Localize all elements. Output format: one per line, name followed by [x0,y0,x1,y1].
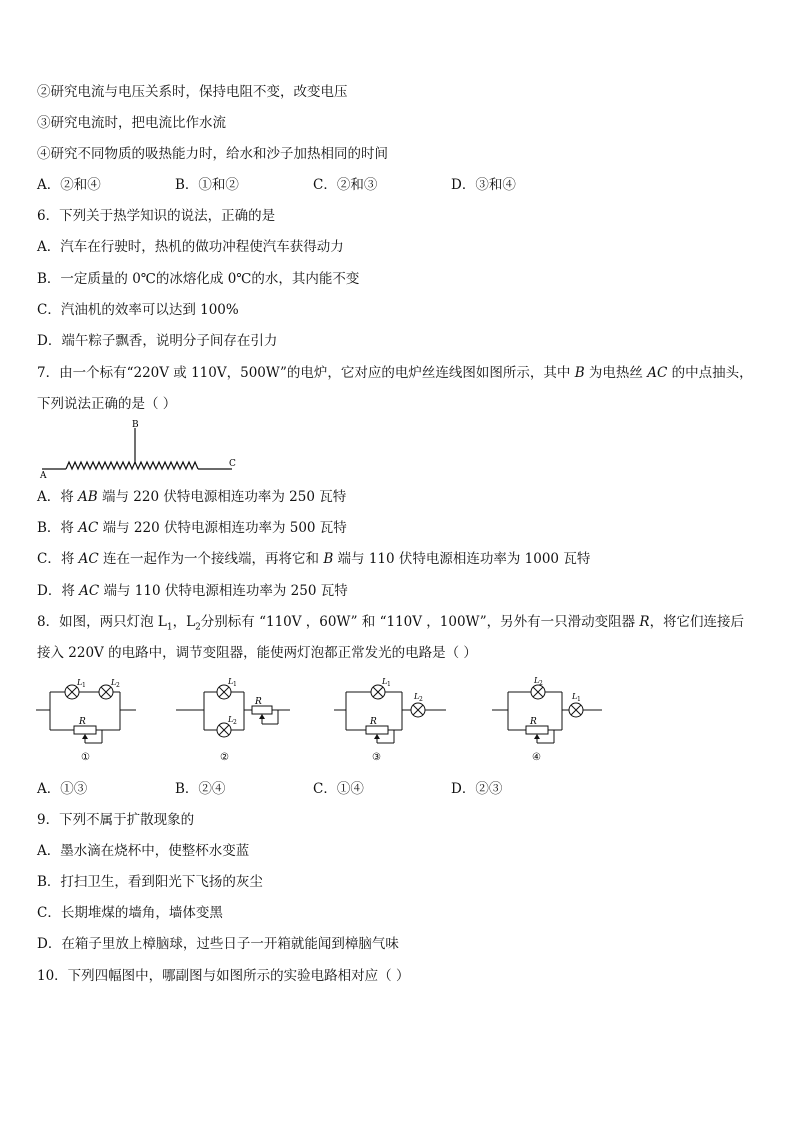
circuit-4-number: ④ [532,752,541,763]
q9-option-c: C．长期堆煤的墙角，墙体变黑 [37,905,223,921]
q5-option-c: C．②和③ [313,177,378,193]
q7-option-c-text: C．将 [37,551,79,567]
circuit-3-number: ③ [372,752,381,763]
q7-option-a [37,488,346,506]
q7-option-c-var: B [323,551,334,567]
q8-stem [37,613,744,637]
q8-stem-text: ，将它们连接后 [649,614,745,630]
q7-option-d [37,582,348,600]
q7-stem-var-ac: AC [647,365,668,381]
q6-option-d: D．端午粽子飘香，说明分子间存在引力 [37,333,278,349]
q7-option-b [37,519,347,537]
circuit-3-l1-sub: 1 [387,681,391,688]
circuit-1-l2-label: L [111,678,117,687]
q6-option-a: A．汽车在行驶时，热机的做功冲程使汽车获得动力 [37,239,344,255]
circuit-2-l2-sub: 2 [233,719,237,726]
circuit-1-l2-sub: 2 [116,682,120,689]
q5-item-3: ③研究电流时，把电流比作水流 [37,115,226,131]
q7-option-d-text: D．将 [37,583,80,599]
q8-stem-text: 分别标有 “110V ，60W” 和 “110V ，100W”，另外有一只滑动变阻器 [200,614,640,630]
q7-option-a-text: 端与 220 伏特电源相连功率为 250 瓦特 [97,489,347,505]
q7-label-c: C [229,459,236,469]
q9-option-b: B．打扫卫生，看到阳光下飞扬的灰尘 [37,874,263,890]
circuit-4-l1-sub: 1 [577,696,581,703]
circuit-2-l2-label: L [228,715,234,724]
circuit-3-l2-label: L [414,692,420,701]
circuit-4-l1-label: L [572,692,578,701]
q8-option-a: A．①③ [37,781,88,797]
q7-option-b-text: B．将 [37,520,79,536]
circuit-1-number: ① [81,752,90,763]
q5-option-d: D．③和④ [451,177,516,193]
circuit-4-l2-sub: 2 [539,680,543,687]
q6-option-c: C．汽油机的效率可以达到 100% [37,302,239,318]
circuit-2-l1-label: L [228,677,234,686]
circuit-1-l1-sub: 1 [82,682,86,689]
q10-stem: 10．下列四幅图中，哪副图与如图所示的实验电路相对应（ ） [37,968,410,984]
q8-subscript: 2 [195,622,201,633]
q8-subscript: 1 [166,622,173,633]
q5-option-a: A．②和④ [37,177,101,193]
q7-option-c-text: 端与 110 伏特电源相连功率为 1000 瓦特 [333,551,591,567]
q7-stem-part: 的中点抽头， [667,365,753,381]
q7-label-b: B [132,420,139,430]
q9-option-d: D．在箱子里放上樟脑球，过些日子一开箱就能闻到樟脑气味 [37,936,399,952]
circuit-1-l1-label: L [77,678,83,687]
q8-stem-text: ，L [172,614,196,630]
circuit-1-r-label: R [79,717,86,727]
circuit-4-l2-label: L [534,676,540,685]
q7-stem [37,364,753,382]
q7-stem-line2: 下列说法正确的是（ ） [37,396,177,412]
q7-label-a: A [40,471,47,481]
q8-stem-var-r: R [639,614,650,630]
q7-option-b-text: 端与 220 伏特电源相连功率为 500 瓦特 [98,520,347,536]
q7-option-a-text: A．将 [37,489,79,505]
q7-option-c [37,550,590,568]
circuit-3-l2-sub: 2 [419,696,423,703]
q7-stem-part: 7．由一个标有“220V 或 110V，500W”的电炉，它对应的电炉丝连线图如图所示，其中 [37,365,575,381]
q6-stem: 6．下列关于热学知识的说法，正确的是 [37,208,276,224]
circuit-4-r-label: R [530,717,537,727]
q8-option-b: B．②④ [175,781,226,797]
q7-stem-var-b: B [574,365,585,381]
q8-circuit-2 [176,674,296,766]
q9-option-a: A．墨水滴在烧杯中，使整杯水变蓝 [37,843,250,859]
q8-circuit-1 [36,674,144,766]
q8-stem-text: 8．如图，两只灯泡 L [37,614,167,630]
q5-item-4: ④研究不同物质的吸热能力时，给水和沙子加热相同的时间 [37,146,388,162]
q9-stem: 9．下列不属于扩散现象的 [37,812,195,828]
q5-item-2: ②研究电流与电压关系时，保持电阻不变，改变电压 [37,84,348,100]
q7-option-d-var: AC [79,583,100,599]
q7-option-c-text: 连在一起作为一个接线端，再将它和 [98,551,324,567]
q7-option-d-text: 端与 110 伏特电源相连功率为 250 瓦特 [99,583,348,599]
circuit-2-l1-sub: 1 [233,681,237,688]
circuit-3-r-label: R [370,717,377,727]
q7-option-b-var: AC [78,520,99,536]
q8-circuit-3 [334,674,454,766]
circuit-2-number: ② [220,752,229,763]
circuit-2-r-label: R [255,697,262,707]
q7-heater-wire-figure [36,418,246,482]
q6-option-b: B．一定质量的 0℃的冰熔化成 0℃的水，其内能不变 [37,271,360,287]
q8-circuit-4 [492,674,608,766]
q7-option-a-var: AB [78,489,98,505]
q7-stem-part: 为电热丝 [584,365,648,381]
circuit-3-l1-label: L [382,677,388,686]
q8-stem-line2: 接入 220V 的电路中，调节变阻器，能使两灯泡都正常发光的电路是（ ） [37,645,477,661]
q8-option-d: D．②③ [451,781,503,797]
q5-option-b: B．①和② [175,177,239,193]
q7-option-c-var: AC [78,551,99,567]
q8-option-c: C．①④ [313,781,364,797]
